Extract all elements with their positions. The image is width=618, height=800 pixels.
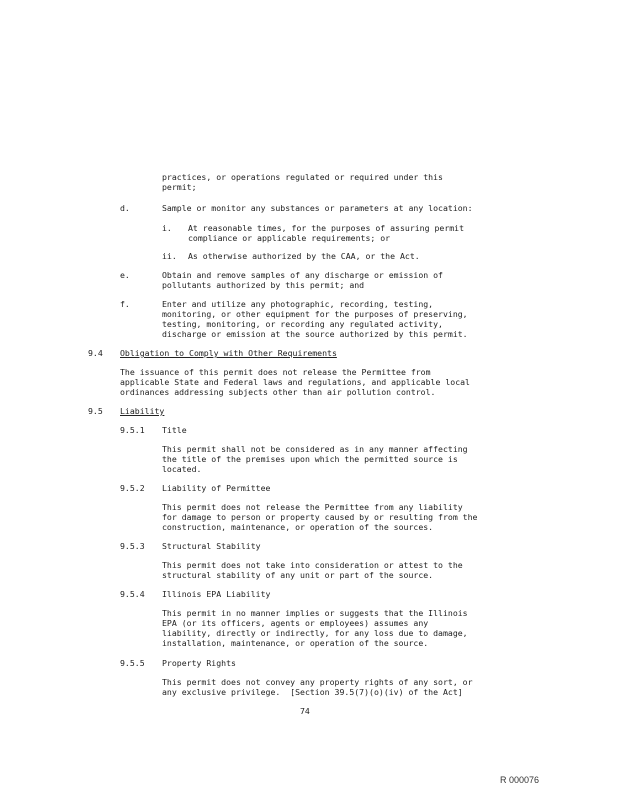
- section-9-5-number: 9.5: [88, 406, 103, 416]
- continuation-line-2: permit;: [162, 182, 197, 192]
- continuation-line-1: practices, or operations regulated or required under this: [162, 172, 443, 182]
- item-d-i-line-1: At reasonable times, for the purposes of assuring permit: [188, 223, 465, 233]
- subsection-9-5-4-line-2: EPA (or its officers, agents or employees) assumes any: [162, 618, 429, 628]
- subsection-9-5-1-number: 9.5.1: [120, 425, 145, 435]
- item-d-text: Sample or monitor any substances or parameters at any location:: [162, 203, 473, 213]
- bates-number: R 000076: [500, 775, 540, 785]
- item-d-ii-label: ii.: [162, 251, 177, 261]
- subsection-9-5-5-line-2: any exclusive privilege. [Section 39.5(7)(o)(iv) of the Act]: [162, 687, 463, 697]
- item-d-i-label: i.: [162, 223, 172, 233]
- subsection-9-5-4-title: Illinois EPA Liability: [162, 589, 271, 599]
- item-f-line-3: testing, monitoring, or recording any regulated activity,: [162, 319, 443, 329]
- item-f-line-4: discharge or emission at the source authorized by this permit.: [162, 329, 468, 339]
- subsection-9-5-1-title: Title: [162, 425, 187, 435]
- section-9-5-title: Liability: [120, 406, 165, 416]
- subsection-9-5-4-line-4: installation, maintenance, or operation of the source.: [162, 638, 429, 648]
- subsection-9-5-3-title: Structural Stability: [162, 541, 261, 551]
- subsection-9-5-2-number: 9.5.2: [120, 483, 145, 493]
- subsection-9-5-3-number: 9.5.3: [120, 541, 145, 551]
- item-e-line-1: Obtain and remove samples of any discharge or emission of: [162, 270, 443, 280]
- section-9-4-line-1: The issuance of this permit does not release the Permittee from: [120, 367, 431, 377]
- subsection-9-5-1-line-1: This permit shall not be considered as in any manner affecting: [162, 444, 468, 454]
- item-e-label: e.: [120, 270, 130, 280]
- page-number: 74: [300, 706, 310, 716]
- item-f-label: f.: [120, 299, 130, 309]
- subsection-9-5-2-line-1: This permit does not release the Permittee from any liability: [162, 502, 463, 512]
- subsection-9-5-2-title: Liability of Permittee: [162, 483, 271, 493]
- item-e-line-2: pollutants authorized by this permit; and: [162, 280, 365, 290]
- item-d-ii-text: As otherwise authorized by the CAA, or the Act.: [188, 251, 420, 261]
- subsection-9-5-5-line-1: This permit does not convey any property rights of any sort, or: [162, 677, 473, 687]
- subsection-9-5-4-line-1: This permit in no manner implies or suggests that the Illinois: [162, 608, 468, 618]
- item-f-line-1: Enter and utilize any photographic, recording, testing,: [162, 299, 434, 309]
- subsection-9-5-4-line-3: liability, directly or indirectly, for any loss due to damage,: [162, 628, 468, 638]
- subsection-9-5-2-line-2: for damage to person or property caused by or resulting from the: [162, 512, 478, 522]
- subsection-9-5-5-title: Property Rights: [162, 658, 236, 668]
- subsection-9-5-4-number: 9.5.4: [120, 589, 145, 599]
- item-d-label: d.: [120, 203, 130, 213]
- subsection-9-5-3-line-1: This permit does not take into consideration or attest to the: [162, 560, 463, 570]
- section-9-4-title: Obligation to Comply with Other Requirements: [120, 348, 337, 358]
- subsection-9-5-5-number: 9.5.5: [120, 658, 145, 668]
- section-9-4-line-3: ordinances addressing subjects other than air pollution control.: [120, 387, 436, 397]
- subsection-9-5-1-line-3: located.: [162, 464, 202, 474]
- section-9-4-number: 9.4: [88, 348, 103, 358]
- item-d-i-line-2: compliance or applicable requirements; or: [188, 233, 391, 243]
- item-f-line-2: monitoring, or other equipment for the purposes of preserving,: [162, 309, 468, 319]
- section-9-4-line-2: applicable State and Federal laws and regulations, and applicable local: [120, 377, 470, 387]
- subsection-9-5-2-line-3: construction, maintenance, or operation of the sources.: [162, 522, 434, 532]
- subsection-9-5-1-line-2: the title of the premises upon which the permitted source is: [162, 454, 458, 464]
- subsection-9-5-3-line-2: structural stability of any unit or part of the source.: [162, 570, 434, 580]
